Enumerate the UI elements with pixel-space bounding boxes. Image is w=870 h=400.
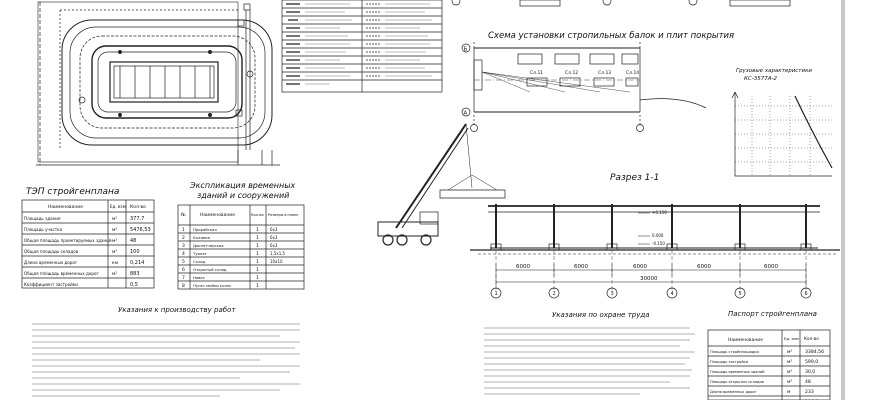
slab-label: Сл.11 [530, 71, 544, 76]
tep-row-unit: м² [112, 239, 118, 244]
expl-row-num: 4 [182, 252, 185, 257]
section-dim: 6000 [697, 264, 711, 270]
tep-row-unit: м² [112, 217, 118, 222]
tep-row-qty: 48 [130, 238, 137, 244]
expl-row-qty: 1 [256, 260, 259, 265]
expl-row-dim: 1,5x1,5 [270, 251, 286, 256]
tep-row-qty: 5476,53 [130, 227, 151, 233]
tep-row-qty: 0,5 [130, 282, 138, 288]
site-plan [36, 2, 280, 165]
expl-row-qty: 1 [256, 268, 259, 273]
plan-axis-a: А [463, 110, 468, 117]
tep-head-name: Наименование [48, 205, 83, 210]
passport-title: Паспорт стройгенплана [728, 310, 817, 318]
section-dim: 6000 [764, 264, 778, 270]
cargo-title-1: Грузовые характеристики [736, 68, 812, 74]
schema-title: Схема установки стропильных балок и плит покрытия [488, 31, 735, 41]
expl-title-1: Экспликация временных [190, 181, 296, 190]
expl-row-qty: 1 [256, 244, 259, 249]
section-dim: 6000 [574, 264, 588, 270]
section-axis: 5 [738, 291, 742, 297]
expl-row-qty: 1 [256, 228, 259, 233]
expl-head-qty: Кол-во [251, 213, 264, 217]
tep-head-unit: Ед. изм [110, 204, 126, 209]
section-axis: 3 [610, 291, 614, 297]
expl-row-name: Открытый склад [193, 267, 227, 272]
expl-row-dim: 10x10 [270, 259, 283, 264]
tep-row-qty: 377,7 [130, 216, 145, 222]
tep-head-qty: Кол-во [130, 205, 146, 210]
passport-row-unit: м² [787, 360, 793, 365]
passport-head-name: Наименование [728, 338, 763, 343]
passport-row-name: Площадь открытых складов [710, 380, 764, 384]
passport-head-qty: Кол-во [804, 336, 819, 341]
section-total: 30000 [640, 276, 658, 282]
passport-row-qty: 48 [805, 380, 811, 385]
expl-row-num: 5 [182, 260, 185, 265]
passport-row-qty: 599,0 [805, 360, 819, 365]
expl-row-num: 2 [182, 236, 185, 241]
passport-row-qty: 30,0 [805, 370, 816, 375]
expl-head-dim: Размеры в плане [268, 213, 299, 217]
expl-row-dim: 6x3 [270, 243, 278, 248]
cargo-chart [732, 92, 832, 176]
expl-row-name: Диспетчерская [193, 243, 224, 248]
section-axis: 6 [804, 291, 808, 297]
erection-scheme [462, 40, 706, 132]
legend [282, 0, 442, 92]
tep-row-name: Общая площадь складов [24, 249, 79, 254]
section-axis: 1 [494, 291, 498, 297]
level-mark: 0.000 [652, 233, 664, 238]
tep-row-name: Площадь здания [24, 216, 61, 221]
instructions-title: Указания к производству работ [118, 306, 236, 314]
expl-head-name: Наименование [200, 213, 235, 218]
safety-title: Указания по охране труда [552, 311, 650, 319]
tep-row-name: Общая площадь проектируемых зданий [24, 238, 112, 243]
passport-row-unit: м [787, 390, 791, 395]
tep-row-name: Длина временных дорог [24, 260, 77, 265]
tep-row-qty: 883 [130, 271, 140, 277]
tep-row-unit: м² [112, 250, 118, 255]
expl-row-name: Туалет [193, 251, 207, 256]
expl-row-name: Бытовка [193, 235, 210, 240]
section-axis: 4 [670, 291, 674, 297]
expl-row-qty: 1 [256, 252, 259, 257]
passport-row-name: Длина временных дорог [710, 390, 757, 394]
slab-label: Сл.13 [598, 71, 612, 76]
expl-row-name: Склад [193, 259, 206, 264]
passport-row-unit: м² [787, 380, 793, 385]
safety-body [484, 328, 695, 394]
slab-label: Сл.14 [626, 71, 640, 76]
expl-row-num: 7 [182, 276, 185, 281]
passport-row-name: Площадь временных зданий [710, 370, 765, 374]
passport-row-unit: м² [787, 370, 793, 375]
tep-row-unit: м² [112, 272, 118, 277]
section-dim: 6000 [516, 264, 530, 270]
section-1-1 [470, 204, 840, 298]
tep-row-qty: 0,214 [130, 260, 145, 266]
section-dim: 6000 [633, 264, 647, 270]
tep-row-qty: 100 [130, 249, 140, 255]
section-title: Разрез 1-1 [610, 173, 660, 183]
expl-head-num: № [181, 213, 186, 218]
level-mark: +6.150 [652, 210, 667, 215]
expl-row-num: 6 [182, 268, 185, 273]
expl-row-dim: 6x3 [270, 235, 278, 240]
expl-title-2: зданий и сооружений [197, 191, 290, 200]
passport-head-unit: Ед. изм [784, 336, 799, 341]
tep-title: ТЭП стройгенплана [26, 187, 120, 197]
tep-row-unit: км [112, 261, 119, 266]
tep-row-unit: м² [112, 228, 118, 233]
expl-row-num: 3 [182, 244, 185, 249]
expl-row-name: Навес [193, 275, 205, 280]
passport-row-qty: 3384,56 [805, 350, 824, 355]
expl-row-qty: 1 [256, 276, 259, 281]
tep-row-name: Общая площадь временных дорог [24, 271, 99, 276]
expl-row-num: 1 [182, 228, 185, 233]
passport-row-name: Площадь застройки [710, 360, 749, 364]
passport-row-qty: 233 [805, 390, 814, 395]
tep-row-name: Коэффициент застройки [24, 282, 78, 287]
tep-row-name: Площадь участка [24, 227, 63, 232]
plan-axis-b: Б [463, 46, 468, 53]
expl-row-qty: 1 [256, 236, 259, 241]
passport-row-unit: м² [787, 350, 793, 355]
instructions-body [32, 324, 300, 396]
expl-row-dim: 6x3 [270, 227, 278, 232]
slab-label: Сл.12 [565, 71, 579, 76]
section-axis: 2 [552, 291, 556, 297]
cargo-title-2: КС-3577А-2 [744, 76, 777, 82]
expl-row-qty: 1 [256, 284, 259, 289]
expl-row-name: Пункт мойки колес [193, 283, 232, 288]
passport-row-name: Площадь стройплощадки [710, 350, 759, 354]
crane [378, 124, 505, 245]
expl-row-num: 8 [182, 284, 185, 289]
expl-row-name: Прорабская [193, 227, 217, 232]
level-mark: -0.150 [652, 241, 665, 246]
